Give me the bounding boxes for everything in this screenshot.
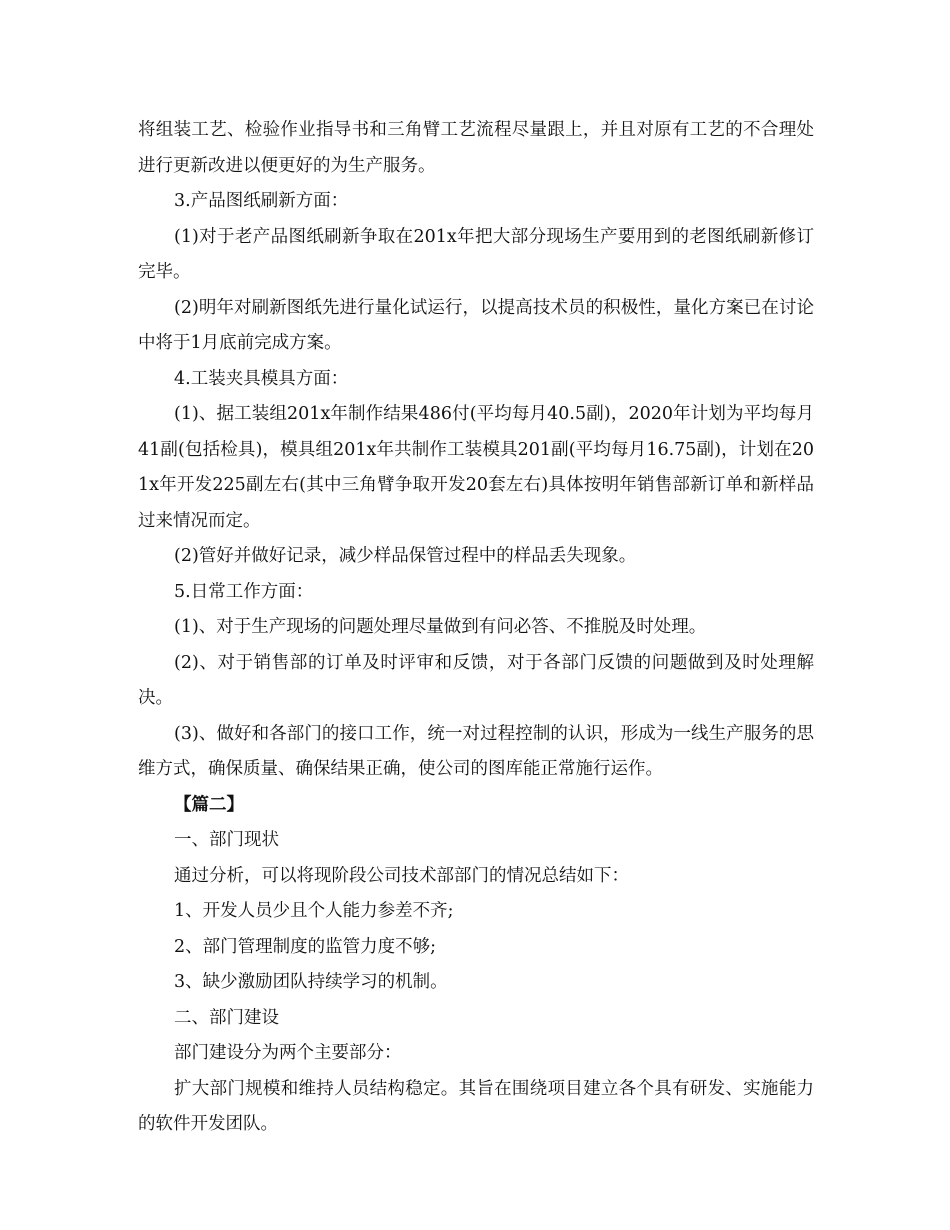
list-item-drawing-2: (2)明年对刷新图纸先进行量化试运行，以提高技术员的积极性，量化方案已在讨论中将于1月底前完成方案。 <box>138 297 814 353</box>
section-heading-tooling: 4.工装夹具模具方面： <box>174 368 349 389</box>
list-item-daily-3: (3)、做好和各部门的接口工作，统一对过程控制的认识，形成为一线生产服务的思维方式，确保质量、确保结果正确，使公司的图库能正常施行运作。 <box>138 723 814 779</box>
paragraph-construction-body: 扩大部门规模和维持人员结构稳定。其旨在围绕项目建立各个具有研发、实施能力的软件开发团队。 <box>138 1078 814 1134</box>
paragraph-construction-intro: 部门建设分为两个主要部分： <box>174 1043 402 1063</box>
list-item-daily-2: (2)、对于销售部的订单及时评审和反馈，对于各部门反馈的问题做到及时处理解决。 <box>138 652 814 708</box>
list-item-tooling-2: (2)管好并做好记录，减少样品保管过程中的样品丢失现象。 <box>174 546 637 566</box>
section-heading-daily-work: 5.日常工作方面： <box>174 581 314 602</box>
section-heading-status: 一、部门现状 <box>174 830 279 850</box>
list-item-tooling-1: (1)、据工装组201x年制作结果486付(平均每月40.5副)，2020年计划为平均每月41副(包括检具)，模具组201x年共制作工装模具201副(平均每月16.75副)，计划在201x年开发225副左右(其中三角臂争取开发20套左右)具体按明年销售部新订单和新样品过来情况而定。 <box>138 404 814 531</box>
list-item-status-1: 1、开发人员少且个人能力参差不齐; <box>174 901 454 921</box>
paragraph-status-intro: 通过分析，可以将现阶段公司技术部部门的情况总结如下： <box>174 865 629 886</box>
list-item-daily-1: (1)、对于生产现场的问题处理尽量做到有问必答、不推脱及时处理。 <box>174 617 707 637</box>
part-heading: 【篇二】 <box>174 794 244 815</box>
document-body <box>138 113 814 1143</box>
paragraph-continuation: 将组装工艺、检验作业指导书和三角臂工艺流程尽量跟上，并且对原有工艺的不合理处进行更新改进以便更好的为生产服务。 <box>138 120 814 176</box>
section-heading-construction: 二、部门建设 <box>174 1007 279 1028</box>
list-item-drawing-1: (1)对于老产品图纸刷新争取在201x年把大部分现场生产要用到的老图纸刷新修订完毕。 <box>138 226 814 282</box>
list-item-status-2: 2、部门管理制度的监管力度不够; <box>174 936 437 957</box>
section-heading-drawing-refresh: 3.产品图纸刷新方面： <box>174 191 349 211</box>
list-item-status-3: 3、缺少激励团队持续学习的机制。 <box>174 972 448 992</box>
